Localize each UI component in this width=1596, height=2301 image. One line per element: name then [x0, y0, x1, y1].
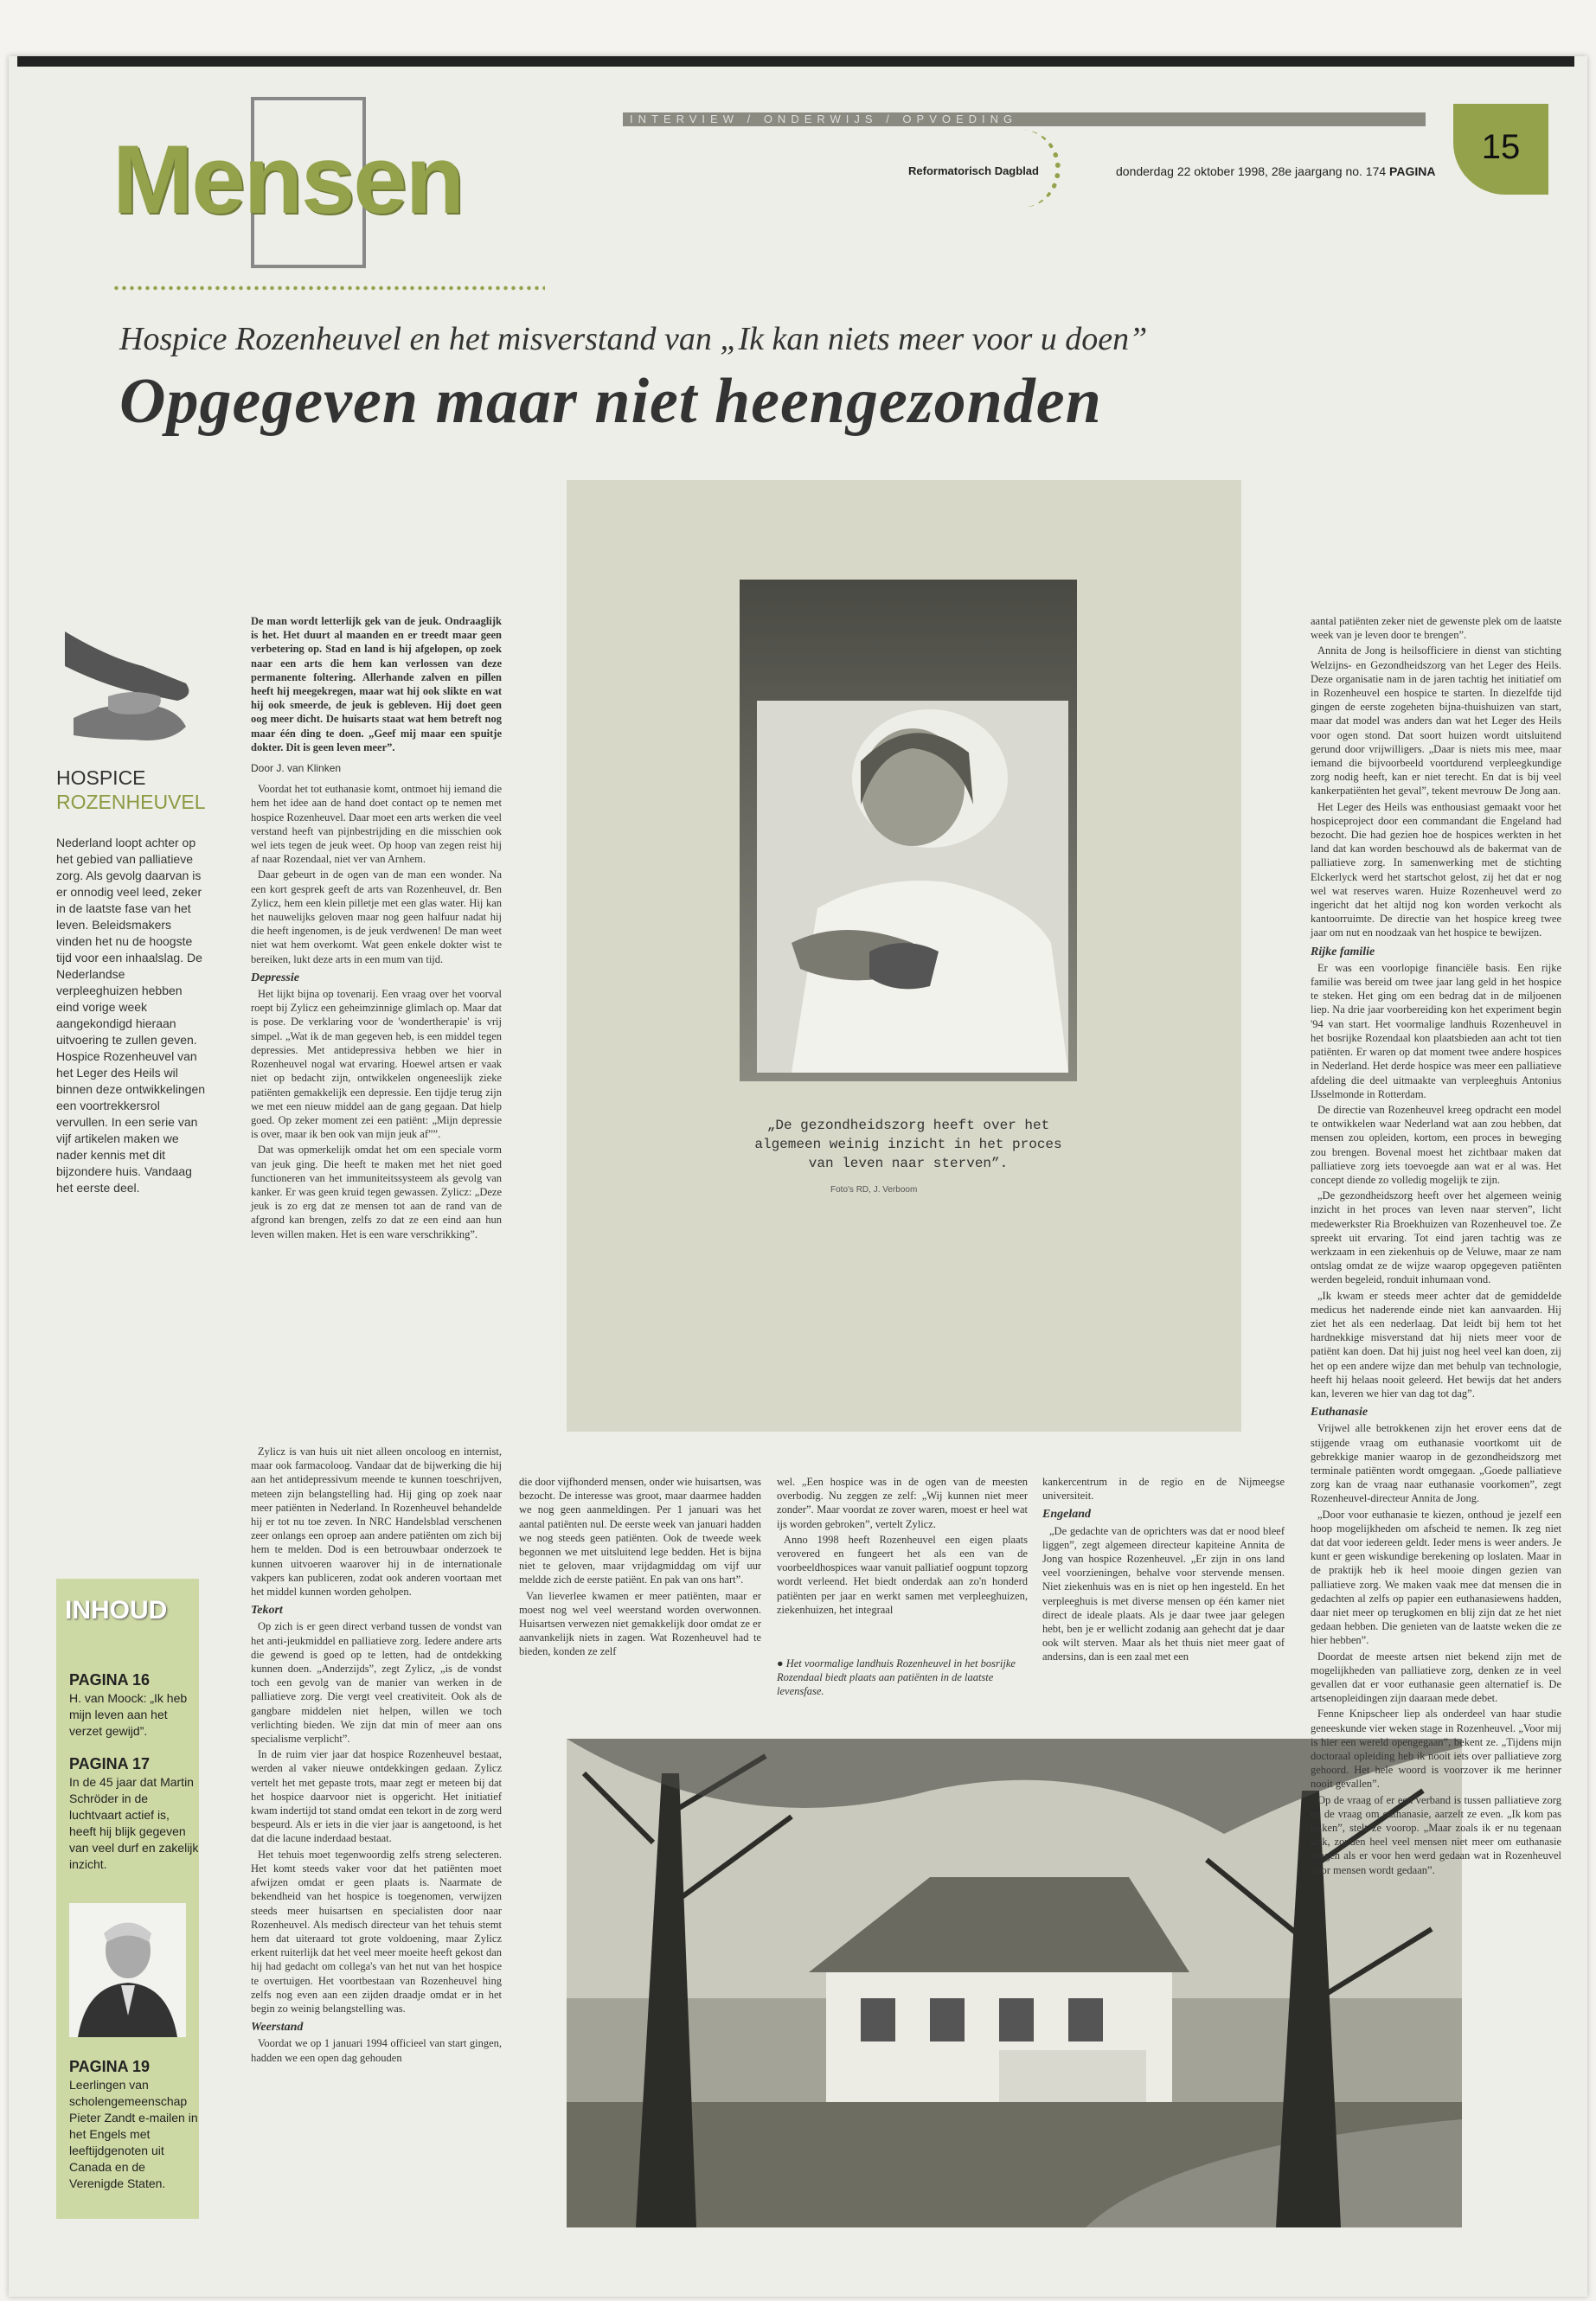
paragraph: Vrijwel alle betrokkenen zijn het erover eens dat de stijgende vraag om euthanasie voortkomt uit de gebrekkige manier waarop in de gezondheidszorg met terminale patiënten wordt omgegaan. „Goede palliatieve zorg kan de vraag naar euthanasie voorkomen”, zegt Rozenheuvel-directeur Annita de Jong. — [1311, 1422, 1561, 1505]
paragraph: „Ik kwam er steeds meer achter dat de gemiddelde medicus het naderende einde niet kan aanvaarden. Hij ziet het als een nederlaag. Dat leidt bij hem tot het hardnekkige misverstand dat hij niets meer voor de patiënt kan doen. Dat hij juist nog heel veel kan doen, zij het op een andere wijze dan met behulp van technologie, heeft hij helaas nooit geleerd. Het bewijs dat het anders kan, leveren we hier van dag tot dag”. — [1311, 1289, 1561, 1400]
subheading: Euthanasie — [1311, 1406, 1368, 1420]
paragraph: Voordat het tot euthanasie komt, ontmoet hij iemand die hem het idee aan de hand doet contact op te nemen met hospice Rozenheuvel. Daar moet een arts werken die veel verstand heeft van pijnbestrijding en die misschien ook wel iets tegen de jeuk weet. Op hoop van zegen reist hij af naar Rozendaal, niet ver van Arnhem. — [251, 783, 502, 866]
paragraph: Doordat de meeste artsen niet bekend zijn met de mogelijkheden van palliatieve zorg, denken ze in veel gevallen dat er voor euthanasie geen alternatief is. De artsenopleidingen zijn daaraan mede debet. — [1311, 1650, 1561, 1705]
article-headline: Opgegeven maar niet heengezonden — [119, 366, 1102, 437]
paragraph: Annita de Jong is heilsofficiere in dienst van stichting Welzijns- en Gezondheidszorg van het Leger des Heils. Deze organisatie nam in de jaren tachtig het initiatief om in Rozenheuvel een hospice te starten. In diezelfde tijd gingen de eerste zogeheten bijna-thuishuizen van start, maar dat model was anders dan wat het Leger des Heils voor ogen stond. Dat soort huizen wordt uitsluitend gerund door vrijwilligers. „Daar is niets mis mee, maar iemand die bijvoorbeeld voortdurend verpleegkundige zorg nodig heeft, kan er niet terecht. En dat is bij veel kankerpatiënten het geval”, tekent mevrouw De Jong aan. — [1311, 644, 1561, 798]
column-1 — [251, 614, 502, 1243]
contents-box — [56, 1579, 199, 2219]
contents-page: PAGINA 17 — [69, 1755, 151, 1772]
contents-page: PAGINA 19 — [69, 2058, 151, 2075]
subheading: Weerstand — [251, 2021, 304, 2035]
section-title: Mensen — [112, 125, 463, 234]
paragraph: Anno 1998 heeft Rozenheuvel een eigen plaats verovered en fungeert het als een van de voorbeeldhospices waar vanuit palliatief oogpunt topzorg wordt verleend. Het biedt onderdak aan zo'n honderd patiënten per jaar en werkt samen met verpleeghuizen, ziekenhuizen, het integraal — [777, 1533, 1028, 1616]
paragraph: Er was een voorlopige financiële basis. Een rijke familie was bereid om twee jaar lang geld in het hospice te steken. Het ging om een bedrag dat in de miljoenen liep. Na drie jaar voorbereiding kon het experiment begin '94 van start. Het voormalige landhuis Rozenheuvel in het bosrijke Rozendaal kon plaatsbieden aan acht tot tien patiënten. Er waren op dat moment twee andere hospices in Nederland. Het derde hospice was meer een palliatieve afdeling die deel uitmaakte van verpleeghuis Antonius IJsselmonde in Rotterdam. — [1311, 961, 1561, 1100]
subheading: Depressie — [251, 971, 299, 984]
byline: Door J. van Klinken — [251, 762, 342, 775]
paragraph: In de ruim vier jaar dat hospice Rozenheuvel bestaat, werden al vaker nieuwe ontdekkingen gedaan. Zylicz vertelt het met gepaste trots, maar zegt er meteen bij dat het hospice daarvoor niet is opgericht. Het initiatief kwam indertijd tot stand omdat een tekort in de zorg werd bespeurd. Als er iets in die vier jaar is aangetoond, is het dat die lacune inderdaad bestaat. — [251, 1748, 502, 1845]
subheading: Rijke familie — [1311, 945, 1375, 958]
paragraph: Het lijkt bijna op tovenarij. Een vraag over het voorval roept bij Zylicz een geheimzinnige glimlach op. Maar dat is pose. De verklaring voor de 'wondertherapie' is vrij simpel. „Wat ik de man gegeven heb, is een middel tegen depressies. Met antidepressiva hebben we hier in Rozenheuvel nogal wat ervaring. Hoewel artsen er vaak niet op bedacht zijn, ontwikkelen ongeneeslijk zieke patiënten gemakkelijk een depressie. Een tijdje terug zijn we met een nieuw middel aan de gang gegaan. Dat hielp goed. Op zeker moment zei een patiënt: „Mijn depressie is over, maar ik ben ook van mijn jeuk af””. — [251, 988, 502, 1141]
top-rule — [17, 56, 1574, 67]
bullet-icon: ● — [777, 1657, 784, 1670]
paragraph: Voordat we op 1 januari 1994 officieel van start gingen, hadden we een open dag gehouden — [251, 2037, 502, 2064]
sidebar-title — [56, 766, 206, 814]
contents-title: INHOUD — [65, 1596, 168, 1625]
paragraph: Op de vraag of er een verband is tussen palliatieve zorg en de vraag om euthanasie, aarzelt ze even. „Ik kom pas kijken”, stelt ze voorop. „Maar zoals ik er nu tegenaan kijk, zouden heel veel mensen niet meer om euthanasie vragen als er voor hen werd gedaan wat in Rozenheuvel voor mensen wordt gedaan”. — [1311, 1793, 1561, 1876]
paragraph: die door vijfhonderd mensen, onder wie huisartsen, was bezocht. De interesse was groot, maar daarmee hadden we nog geen aanmeldingen. Per 1 januari was het aantal patiënten nul. De eerste week van januari hadden we nog steeds geen patiënten. Ook de tweede week begonnen we met uitsluitend lege bedden. Het is bijna niet te geloven, maar vrijdagmiddag om vijf uur meldde zich de eerste patiënt. En pak van ons hart”. — [519, 1476, 761, 1586]
contents-page: PAGINA 16 — [69, 1671, 151, 1689]
paragraph: wel. „Een hospice was in de ogen van de meesten overbodig. Nu zeggen ze zelf: „Wij kunnen niet meer zonder”. Maar voordat ze zover waren, moest er heel wat ijs worden gebroken”, vertelt Zylicz. — [777, 1476, 1028, 1530]
column-2 — [251, 1445, 502, 2067]
paragraph: Het Leger des Heils was enthousiast gemaakt voor het hospiceproject door een commandant die Engeland had bezocht. Die had gezien hoe de hospices werkten in het land dat kan worden beschouwd als de bakermat van de palliatieve zorg. In samenwerking met de stichting Elckerlyck werd het startschot gelost, zij het dat er nog wel wat reserves waren. Huize Rozenheuvel werd zo ingericht dat het altijd nog kon worden verkocht als kantoorruimte. De directie van het hospice kreeg twee jaar om nut en noodzaak van het hospice te bewijzen. — [1311, 800, 1561, 939]
caption-text: Het voormalige landhuis Rozenheuvel in het bosrijke Rozendaal biedt plaats aan patiënten in de laatste levensfase. — [777, 1657, 1016, 1697]
page-label: PAGINA — [1389, 164, 1436, 178]
paragraph: Op zich is er geen direct verband tussen de vondst van het anti-jeukmiddel en palliatieve zorg. Iedere andere arts die gewend is goed op te letten, had de ontdekking kunnen doen. „Anderzijds”, zegt Zylicz, „is de vondst toch een gevolg van de manier van werken in de palliatieve zorg. Die vergt veel creativiteit. Ook als de gangbare middelen niet helpen, willen we toch verlichting bieden. We zijn dat min of meer aan ons specialisme verplicht”. — [251, 1620, 502, 1746]
pull-quote: „De gezondheidszorg heeft over het algemeen weinig inzicht in het proces van leven naar sterven”. — [754, 1118, 1062, 1171]
paragraph: „De gedachte van de oprichters was dat er nood bleef liggen”, zegt algemeen directeur kapiteine Annita de Jong van hospice Rozenheuvel. „Er zijn in ons land veel voorzieningen, behalve voor stervende mensen. Niet ziekenhuis was en is niet op hen ingesteld. En het verpleeghuis is met diverse mensen op één kamer niet direct de ideale plaats. Als je daar twee jaar gelegen hebt, ben je er wellicht zodanig aan gehecht dat je daar ook wilt sterven. Maar als het thuis niet meer gaat of andersins, dan is een zaal met een — [1042, 1524, 1285, 1663]
sidebar-title-line1: HOSPICE — [56, 766, 146, 789]
contents-text: H. van Moock: „Ik heb mijn leven aan het verzet gewijd”. — [69, 1691, 188, 1738]
article-kicker: Hospice Rozenheuvel en het misverstand van „Ik kan niets meer voor u doen” — [119, 321, 1148, 357]
contents-item — [69, 2059, 199, 2192]
article-lead: De man wordt letterlijk gek van de jeuk. Ondraaglijk is het. Het duurt al maanden en er treedt maar geen verbetering op. Stad en land is hij afgelopen, op zoek naar een arts die hem kan verlossen van deze permanente foltering. Allerhande zalven en pillen heeft hij meegekregen, maar wat hij ook slikte en wat hij ook smeerde, de jeuk is gebleven. Hij doet geen oog meer dicht. De huisarts staat wat hem betreft nog maar één ding te doen. „Geef mij maar een spuitje dokter. Dit is geen leven meer”. — [251, 615, 502, 753]
column-4 — [777, 1475, 1028, 1618]
photo-caption — [777, 1657, 1028, 1698]
contents-text: In de 45 jaar dat Martin Schröder in de luchtvaart actief is, heeft hij blijk gegeven van veel durf en zakelijk inzicht. — [69, 1775, 199, 1871]
paragraph: Dat was opmerkelijk omdat het om een speciale vorm van jeuk ging. Die heeft te maken met het niet goed functioneren van het immuniteitssysteem als gevolg van kanker. Er was geen kruid tegen gewassen. Zylicz: „Deze jeuk is zo erg dat ze mensen tot aan de rand van de afgrond kan brengen, zelfs zo dat ze een eind aan hun leven willen maken. Het is een ware verschrikking”. — [251, 1144, 502, 1240]
date-text: donderdag 22 oktober 1998, 28e jaargang no. 174 — [1116, 164, 1387, 178]
column-6 — [1311, 614, 1561, 1879]
paragraph: Fenne Knipscheer liep als onderdeel van haar studie geneeskunde vier weken stage in Rozenheuvel. „Voor mij is hier een wereld opengegaan”, bekent ze. „Tijdens mijn doctoraal opleiding heb ik nooit iets over palliatieve zorg gehoord. Het hele woord is voorzover ik me herinner nooit gevallen”. — [1311, 1708, 1561, 1791]
column-5 — [1042, 1475, 1285, 1666]
paragraph: kankercentrum in de regio en de Nijmeegse universiteit. — [1042, 1476, 1285, 1503]
section-strap: INTERVIEW / ONDERWIJS / OPVOEDING — [623, 112, 1426, 126]
paragraph: Van lieverlee kwamen er meer patiënten, maar er moest nog wel veel weerstand worden overwonnen. Huisartsen verwezen niet gemakkelijk door omdat ze er aanvankelijk niets in zagen. Wat Rozenheuvel had te bieden, konden ze zelf — [519, 1589, 761, 1658]
sidebar-intro: Nederland loopt achter op het gebied van palliatieve zorg. Als gevolg daarvan is er onnodig veel leed, zeker in de laatste fase van het leven. Beleidsmakers vinden het nu de hoogste tijd voor een inhaalslag. De Nederlandse verpleeghuizen hebben eind vorige week aangekondigd hieraan uitvoering te zullen geven. Hospice Rozenheuvel van het Leger des Heils wil binnen deze ontwikkelingen een voortrekkersrol vervullen. In een serie van vijf artikelen maken we nader kennis met dit bijzondere huis. Vandaag het eerste deel. — [56, 836, 206, 1195]
dotted-rule — [112, 285, 545, 291]
paper-name: Reformatorisch Dagblad — [908, 164, 1039, 177]
subheading: Engeland — [1042, 1508, 1092, 1522]
dateline — [1116, 164, 1435, 178]
portrait-photo — [69, 1903, 186, 2037]
sidebar-title-line2: ROZENHEUVEL — [56, 791, 206, 813]
hands-illustration — [56, 614, 203, 761]
paragraph: Daar gebeurt in de ogen van de man een wonder. Na een kort gesprek geeft de arts van Rozenheuvel, dr. Ben Zylicz, hem een klein pilletje met een glas water. Hij kan het nauwelijks geloven maar nog geen halfuur nadat hij die heeft ingenomen, is de jeuk verdwenen! De man weet niet wat hem overkomt. Wat geen enkele dokter wist te bereiken, lukt deze arts in een mum van tijd. — [251, 868, 502, 965]
column-3 — [519, 1475, 761, 1661]
contents-text: Leerlingen van scholengemeenschap Pieter Zandt e-mailen in het Engels met leeftijdgenoten uit Canada en de Verenigde Staten. — [69, 2078, 198, 2190]
page-number: 15 — [1453, 104, 1548, 195]
paragraph: „Door voor euthanasie te kiezen, onthoud je jezelf een hoop mogelijkheden om afscheid te nemen. Ik zeg niet dat dat voor iedereen geldt. Ieder mens is weer anders. Je kunt er geen wiskundige berekening op loslaten. Maar in de praktijk heb ik heel mooie dingen gezien van palliatieve zorg. We maken vaak mee dat mensen die in gedachten al zelfs op papier een euthanasiewens hadden, daar niet meer op terugkomen en blij zijn dat ze het niet gedaan hebben. Die genieten van de laatste weken die ze hier hebben”. — [1311, 1508, 1561, 1647]
patient-photo — [740, 580, 1077, 1081]
paragraph: Het tehuis moet tegenwoordig zelfs streng selecteren. Het komt steeds vaker voor dat het patiënten moet afwijzen omdat er geen plaats is. Naarmate de bekendheid van het hospice is toegenomen, verwijzen steeds meer huisartsen en specialisten door naar Rozenheuvel. Als medisch directeur van het tehuis stemt hem dat uiteraard tot grote voldoening, maar Zylicz erkent ruiterlijk dat het veel meer moeite heeft gekost dan hij had gedacht om collega's van het nut van het hospice te overtuigen. Het voortbestaan van Rozenheuvel hing zelfs nog even aan een zijden draadje omdat er in het begin zo weinig belangstelling was. — [251, 1848, 502, 2015]
contents-item — [69, 1756, 199, 1873]
paragraph: „De gezondheidszorg heeft over het algemeen weinig inzicht in het proces van leven naar sterven”, licht medewerkster Ria Broekhuizen van Rozenheuvel toe. Ze spreekt uit ervaring. Tot eind jaren tachtig was ze werkzaam in een ziekenhuis op de Veluwe, maar ze nam ontslag omdat ze de wijze waarop opgegeven patiënten werden begeleid, ronduit inhumaan vond. — [1311, 1189, 1561, 1286]
paragraph: Zylicz is van huis uit niet alleen oncoloog en internist, maar ook farmacoloog. Vandaar dat de bijwerking die hij aan het antidepressivum meende te kunnen toeschrijven, meteen zijn belangstelling had. Hij ging op zoek naar meer patiënten in Nederland. In Rozenheuvel behandelde hij er tot nu toe zeven. In NRC Handelsblad verschenen zeer onlangs een oproep aan andere patiënten om zich bij hem te melden. Dod is een betrouwbaar onderzoek te kunnen uitvoeren waarover hij in de internationale vakpers kan publiceren, zodat ook anderen voortaan met het middel kunnen worden geholpen. — [251, 1445, 502, 1599]
paragraph: De directie van Rozenheuvel kreeg opdracht een model te ontwikkelen waar Nederland wat aan zou hebben, dat mensen zou opleiden, kortom, een proces in beweging zou brengen. Bovenal moest het zichtbaar maken dat palliatieve zorg iets toevoegde aan wat er al was. Het concept diende zo volledig mogelijk te zijn. — [1311, 1103, 1561, 1186]
subheading: Tekort — [251, 1604, 283, 1618]
paragraph: aantal patiënten zeker niet de gewenste plek om de laatste week van je leven door te brengen”. — [1311, 615, 1561, 642]
contents-item — [69, 1672, 199, 1740]
photo-credit: Foto's RD, J. Verboom — [830, 1185, 918, 1195]
